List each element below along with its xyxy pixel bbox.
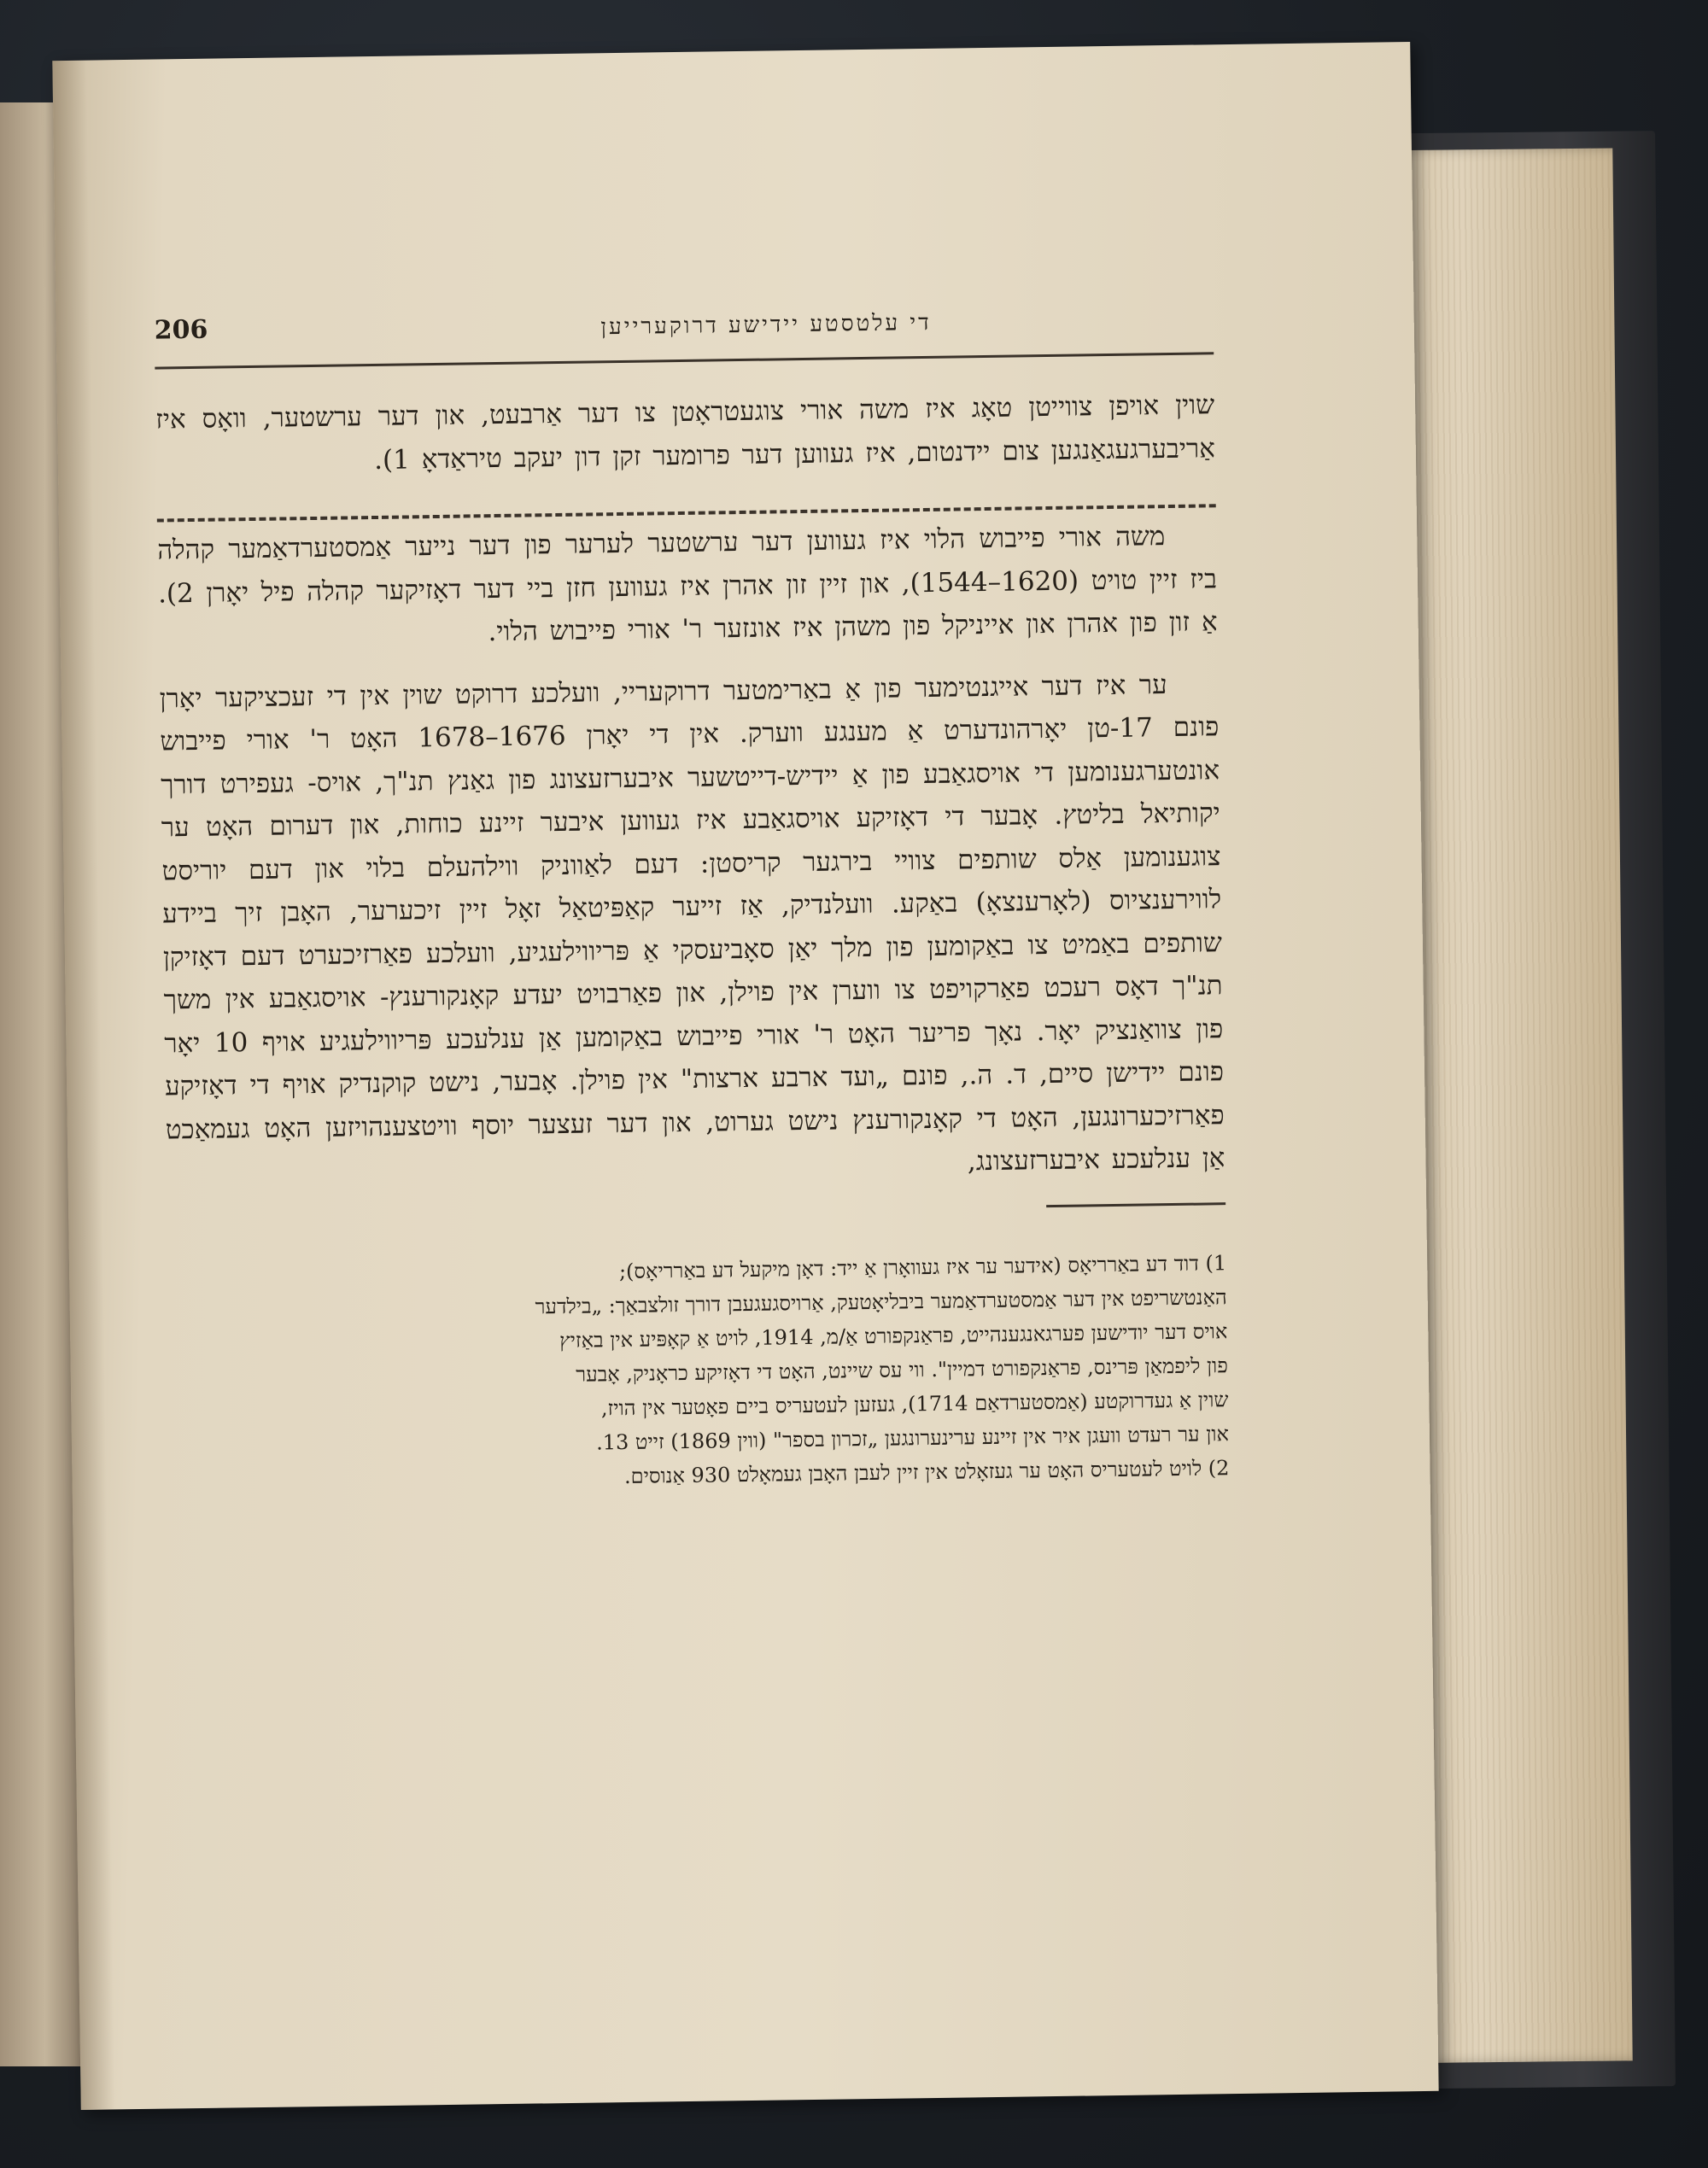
text-line: ווערק. אין די יאָרן 1676–1678 האָט ר' אורי פייבוש אונטערגענומען די xyxy=(160,717,1220,788)
text-line: זיין זון אהרן איז געווען חזן ביי דער דאָזיקער קהלה פיל יאָרן 2). xyxy=(157,568,848,610)
running-head-title: די עלטסטע יידישע דרוקערייען xyxy=(600,309,932,341)
footnote-line: שוין אַ געדרוקטע (אַמסטערדאַם 1714), געזען לעטעריס ביים פאָטער אין הויז, xyxy=(600,1387,1229,1420)
text-line: איבער זיינע כוחות, און דערום האָט ער צוגענומען אַלס שותפים צוויי xyxy=(161,806,1221,877)
text-line: זיכערער, האָבן זיך ביידע שותפים באַמיט צו באַקומען פון מלך יאַן xyxy=(162,894,1223,964)
footnote-line: 1) דוד דע באַרריאָס (אידער ער איז געוואָרן אַ ייד: דאָן מיקעל דע באַרריאָס); xyxy=(618,1250,1227,1283)
footnote-line: און ער רעדט וועגן איר אין זיינע ערינערונגען „זכרון בספר" (ווין 1869) זייט 13. xyxy=(595,1421,1230,1454)
text-line: הלוי. xyxy=(488,616,539,648)
text-line: דרוקט שוין אין די זעכציקער יאָרן פונם 17-טן יאָרהונדערט אַ מענגע xyxy=(159,678,1220,748)
paragraph-3 xyxy=(159,663,1225,1195)
text-line: לווירענציוס (לאָרענצאָ) באַקע. וועלנדיק, אַז זייער קאַפּיטאַל זאָל זיין xyxy=(459,884,1222,926)
text-line: סאָביעסקי אַ פּריווילעגיע, וועלכע פאַרזיכערט דעם דאָזיקן תנ"ך xyxy=(162,933,1223,1002)
text-line: משה אורי פייבוש הלוי איז געווען דער ערשטער לערער פון xyxy=(524,521,1166,561)
text-line: אַ זון פון אהרן און אייניקל פון משהן איז אונזער ר' אורי פייבוש xyxy=(549,606,1218,647)
text-line: בירגער קריסטן: דעם לאַווניק ווילהעלם בלוי און דעם יוריסט xyxy=(161,845,873,887)
text-line: אויסגאַבע אין משך פון צוואַנציק יאָר. נאָך פריער האָט ר' אורי פייבוש xyxy=(163,982,1224,1052)
text-line: איז געווען דער פרומער זקן דון יעקב טיראַדאָ 1). xyxy=(373,436,896,476)
page-number: 206 xyxy=(154,314,208,346)
footnotes xyxy=(167,1246,1230,1499)
footnote-line: 2) לויט לעטעריס האָט ער געזאָלט אין זיין לעבן האָבן געמאָלט 930 אַנוסים. xyxy=(623,1455,1230,1488)
footnote-line: האַנטשריפט אין דער אַמסטערדאַמער ביבליאָטעק, אַרויסגעגעבן דורך זולצבאַך: „בילדער xyxy=(535,1284,1227,1318)
body-text xyxy=(155,383,1225,1195)
paragraph-1 xyxy=(155,383,1215,484)
text-line: דאָזיקע פאַרזיכערונגען, האָט די קאָנקורענץ נישט גערוט, און דער xyxy=(164,1070,1225,1139)
running-head xyxy=(154,292,1214,369)
text-line: דאָס רעכט פאַרקויפט צו ווערן אין פוילן, און פאַרבויט יעדע קאָנקורענץ- xyxy=(379,971,1159,1013)
text-line: געפירט דורך יקותיאל בליטץ. אָבער די דאָזיקע אויסגאַבע איז געווען xyxy=(160,767,1221,838)
text-block xyxy=(154,292,1229,1499)
text-line: אַרבעט, און דער ערשטער, וואָס איז אַריבערגעגאַנגען צום יידנטום, xyxy=(155,398,1216,468)
text-line: באַקומען אַן ענלעכע פּריווילעגיע אויף 10 יאָר פונם יידישן סיים, ד. ה., xyxy=(164,1020,1225,1091)
text-line: שוין אויפן צווייטן טאָג איז משה אורי צוגעטראָטן צו דער xyxy=(577,389,1215,430)
text-line: דער נייער אַמסטערדאַמער קהלה ביז זיין טויט (1620–1544), און xyxy=(157,529,1218,599)
footnote-line: פון ליפמאַן פּרינס, פראַנקפורט דמיין". ווי עס שיינט, האָט די דאָזיקע כראָניק, אָבער xyxy=(576,1353,1228,1387)
footnote-rule xyxy=(1046,1202,1225,1207)
text-line: אויסגאַבע פון אַ יידיש-דייטשער איבערזעצונג פון גאַנץ תנ"ך, אויס- xyxy=(307,757,1021,798)
text-line: פונם „ועד ארבע ארצות" אין פוילן. אָבער, נישט קוקנדיק אויף די xyxy=(249,1060,948,1102)
footnote-line: אויס דער יודישען פערגאנגענהייט, פראַנקפורט אַ/מ, 1914, לויט אַ קאָפּיע אין באַזיץ xyxy=(559,1318,1228,1353)
text-line: ער איז דער אייגנטימער פון אַ באַרימטער דרוקעריי, וועלכע xyxy=(530,669,1167,709)
text-line: זעצער יוסף וויטצענהויזען האָט געמאַכט אַן ענלעכע איבערזעצונג, xyxy=(165,1108,1225,1177)
paragraph-2 xyxy=(157,514,1218,658)
book-page xyxy=(52,42,1438,2110)
